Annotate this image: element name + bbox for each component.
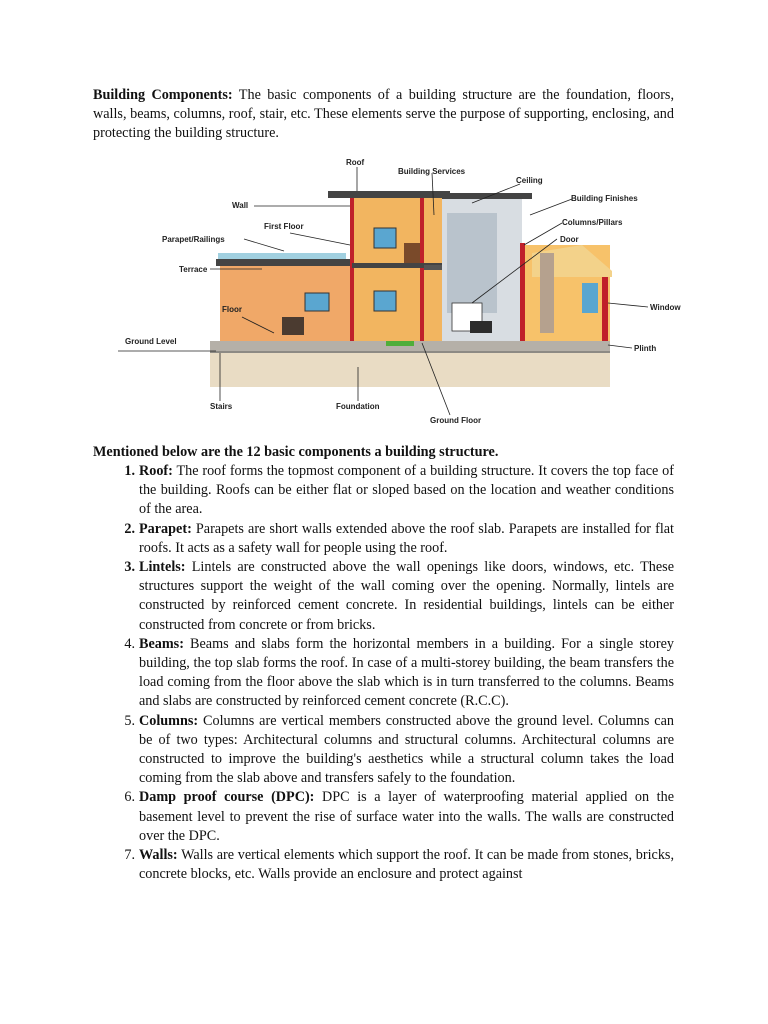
item-term: Columns: <box>139 712 199 729</box>
label-parapet-railings: Parapet/Railings <box>162 235 225 244</box>
label-stairs: Stairs <box>210 402 233 411</box>
roof-slab <box>328 191 450 198</box>
list-item <box>93 558 674 635</box>
label-roof: Roof <box>346 158 365 167</box>
item-number: 4. <box>124 635 135 652</box>
components-list <box>93 462 674 884</box>
list-item <box>93 712 674 789</box>
building-components-diagram <box>112 153 690 430</box>
item-term: Roof: <box>139 463 173 479</box>
label-first-floor: First Floor <box>264 222 304 231</box>
list-item <box>93 846 674 884</box>
column-right <box>520 243 525 341</box>
item-number: 1. <box>124 463 135 479</box>
item-number: 3. <box>124 559 135 576</box>
item-text: Walls are vertical elements which support the roof. It can be made from stones, bricks, concrete blocks, etc. Walls provide an enclosure and protect against <box>139 847 674 883</box>
column-mid <box>420 198 424 341</box>
label-floor: Floor <box>222 305 242 314</box>
intro-term: Building Components: <box>93 87 233 103</box>
label-door: Door <box>560 235 579 244</box>
item-text: Beams and slabs form the horizontal members in a building. For a single storey building, the top slab forms the roof. In case of a multi-storey building, the beam transfers the load coming from the floor above the slab which is in turn transferred to the columns. Beams and slabs are constructed by reinforced cement concrete (R.C.C). <box>139 635 674 710</box>
label-terrace: Terrace <box>179 265 208 274</box>
column-left <box>350 198 354 341</box>
list-item <box>93 788 674 846</box>
dining-table <box>470 321 492 333</box>
window-right <box>582 283 598 313</box>
intro-text: The basic components of a building structure are the foundation, floors, walls, beams, columns, roof, stair, etc. These elements serve the purpose of supporting, enclosing, and protecting the building structure. <box>93 87 674 142</box>
intro-block <box>93 86 674 144</box>
label-ground-floor: Ground Floor <box>430 416 482 425</box>
item-text: DPC is a layer of waterproofing material applied on the basement level to prevent the rise of surface water into the walls. The walls are constructed over the DPC. <box>139 789 674 844</box>
window-left <box>305 293 329 311</box>
intro-paragraph <box>93 86 674 144</box>
sofa <box>282 317 304 335</box>
item-number: 6. <box>124 789 135 806</box>
item-text: Parapets are short walls extended above the roof slab. Parapets are installed for flat roofs. It acts as a safety wall for people using the roof. <box>139 520 674 556</box>
label-foundation: Foundation <box>336 402 380 411</box>
item-text: Columns are vertical members constructed above the ground level. Columns can be of two types: Architectural columns and structural columns. Architectural columns are constructed to improve the building's aesthetics while a structural column takes the load coming from the slab above and transfers safely to the foundation. <box>139 712 674 787</box>
label-building-finishes: Building Finishes <box>571 194 638 203</box>
item-number: 5. <box>124 712 135 729</box>
item-term: Beams: <box>139 635 184 652</box>
glass-panel <box>447 213 497 313</box>
terrace-slab <box>216 259 352 266</box>
window-upper <box>374 228 396 248</box>
item-number: 7. <box>124 847 135 864</box>
list-item <box>93 635 674 712</box>
item-number: 2. <box>124 520 135 537</box>
label-plinth: Plinth <box>634 344 657 353</box>
label-window: Window <box>650 303 681 312</box>
list-heading: Mentioned below are the 12 basic components a building structure. <box>93 444 499 460</box>
label-ground-level: Ground Level <box>125 337 177 346</box>
label-wall: Wall <box>232 201 249 210</box>
item-term: Damp proof course (DPC): <box>139 789 315 806</box>
item-term: Walls: <box>139 847 178 864</box>
grass <box>386 341 414 346</box>
label-building-services: Building Services <box>398 167 466 176</box>
list-item <box>93 520 674 558</box>
item-text: Lintels are constructed above the wall openings like doors, windows, etc. These structures support the weight of the wall coming over the opening. Normally, lintels are constructed by reinforced cement concrete. In residential buildings, lintels can be either constructed from concrete or from bricks. <box>139 559 674 633</box>
label-ceiling: Ceiling <box>516 176 543 185</box>
door-right <box>540 253 554 333</box>
label-columns-pillars: Columns/Pillars <box>562 218 623 227</box>
item-term: Parapet: <box>139 520 192 537</box>
railing <box>218 253 346 259</box>
item-term: Lintels: <box>139 559 186 576</box>
window-lower <box>374 291 396 311</box>
list-item <box>93 462 674 520</box>
building-diagram-svg <box>112 153 690 430</box>
item-text: The roof forms the topmost component of a building structure. It covers the top face of the building. Roofs can be either flat or sloped based on the location and weather conditions of the area. <box>139 463 674 518</box>
upper-door <box>404 243 420 263</box>
